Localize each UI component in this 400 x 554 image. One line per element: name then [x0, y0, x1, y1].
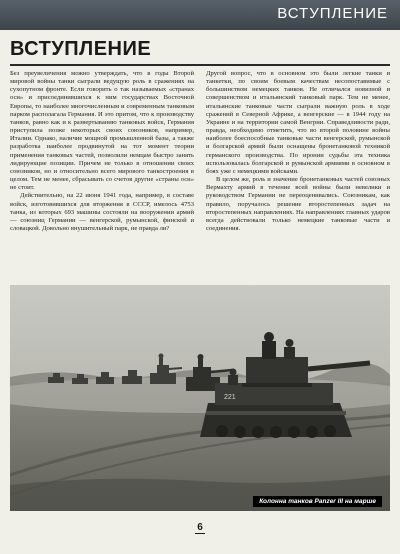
paragraph: В целом же, роль и значение бронетанковых частей союзных Вермахту армий в течение всей войны были невелики и руководством Германии не переоценивались. Союзникам, как правило, поручалось решение второстепенных задач на второстепенных направлениях. На направлениях главных ударов всегда действовали только немецкие танковые части и соединения. [206, 176, 390, 232]
svg-text:221: 221 [224, 394, 236, 401]
photo-illustration [10, 285, 390, 511]
title-rule [10, 64, 390, 66]
section-header-label: ВСТУПЛЕНИЕ [277, 5, 388, 22]
paragraph: Без преувеличения можно утверждать, что в годы Второй мировой войны танки сыграли ведущую роль в сражениях на сухопутном фронте. Если говорить о так называемых «странах оси» и присоединившихся к ним государствах Восточной Европы, то наиболее многочисленным и современным танковым парком располагала Германия. И это притом, что к производству танков, равно как и к развертыванию танковых войск, Германия приступила позже некоторых своих союзников, например, Италии. Однако, наличие мощной промышленной базы, а также разработка наиболее продвинутой на тот момент теории применения танковых частей, позволили немцам быстро занять лидирующие позиции. Причем не только в отношении своих союзников, но и относительно всего мирового танкостроения в целом. Тем не менее, сбрасывать со счетов другие «страны оси» не стоит. [10, 70, 194, 192]
text-columns [10, 70, 390, 280]
right-column [206, 70, 390, 280]
photo-caption: Колонна танков Panzer III на марше [253, 496, 382, 507]
paragraph: Действительно, на 22 июня 1941 года, например, в составе войск, изготовившихся для вторжения в СССР, имелось 4753 танка, из которых 693 машины состояли на вооружении армий — союзниц Германии — венгерской, румынской, финской и словацкой. Довольно внушительный парк, не правда ли? [10, 192, 194, 232]
paragraph: Другой вопрос, что в основном это были легкие танки и танкетки, по своим боевым качествам несопоставимые с большинством немецких танков. Не отличался новизной и совершенством и итальянский танковый парк. Тем не менее, итальянские танковые части сыграли важную роль в ходе сражений в Северной Африке, а венгерские — в 1944 году на Украине и на территории самой Венгрии. Справедливости ради, правда, необходимо отметить, что во второй половине войны наиболее боеспособные танковые части венгерской, румынской и болгарской армий были оснащены бронетанковой техникой германского производства. По иронии судьбы эта техника использовалась болгарской и румынской армиями в основном в боях уже с немецкими войсками. [206, 70, 390, 175]
page-number [0, 522, 400, 533]
left-column [10, 70, 194, 280]
header-band [0, 0, 400, 30]
tank-column-photo [10, 285, 390, 511]
chapter-title: ВСТУПЛЕНИЕ [10, 38, 152, 60]
page-number-label: 6 [197, 522, 203, 533]
